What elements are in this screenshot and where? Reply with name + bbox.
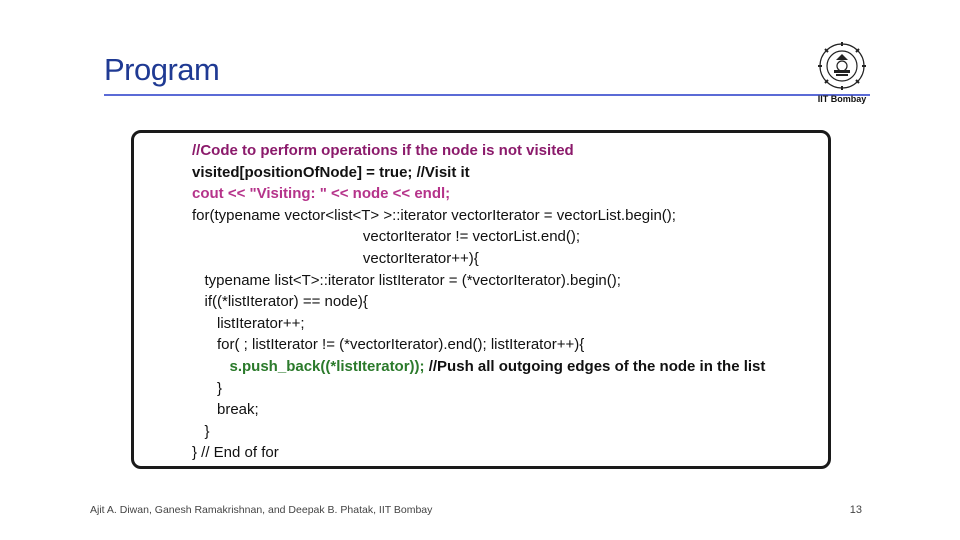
code-block — [192, 140, 832, 464]
code-line: } — [192, 379, 223, 397]
code-line: typename list<T>::iterator listIterator = (*vectorIterator).begin(); — [192, 271, 621, 289]
code-line: for(typename vector<list<T> >::iterator vectorIterator = vectorList.begin(); — [192, 206, 676, 224]
code-line: cout << "Visiting: " << node << endl; — [192, 185, 451, 203]
page-number: 13 — [849, 504, 862, 516]
code-line: //Code to perform operations if the node is not visited — [192, 142, 574, 159]
code-line: } — [192, 422, 210, 440]
push-back-call: s.push_back((*listIterator)); — [192, 357, 429, 375]
code-line — [192, 356, 832, 378]
title-divider — [104, 94, 870, 96]
push-back-comment: //Push all outgoing edges of the node in the list — [428, 357, 766, 375]
code-line: } // End of for — [192, 444, 279, 462]
code-line: listIterator++; — [192, 314, 305, 332]
code-line: vectorIterator != vectorList.end(); — [192, 228, 581, 246]
code-line: visited[positionOfNode] = true; //Visit it — [192, 163, 470, 181]
iit-bombay-logo-icon — [814, 40, 870, 92]
code-line: break; — [192, 401, 259, 419]
code-line: if((*listIterator) == node){ — [192, 293, 368, 311]
code-line: for( ; listIterator != (*vectorIterator).end(); listIterator++){ — [192, 336, 585, 354]
logo-caption: IIT Bombay — [817, 94, 867, 104]
footer-authors: Ajit A. Diwan, Ganesh Ramakrishnan, and Deepak B. Phatak, IIT Bombay — [90, 504, 433, 516]
slide-title: Program — [104, 52, 220, 87]
code-line: vectorIterator++){ — [192, 249, 479, 267]
